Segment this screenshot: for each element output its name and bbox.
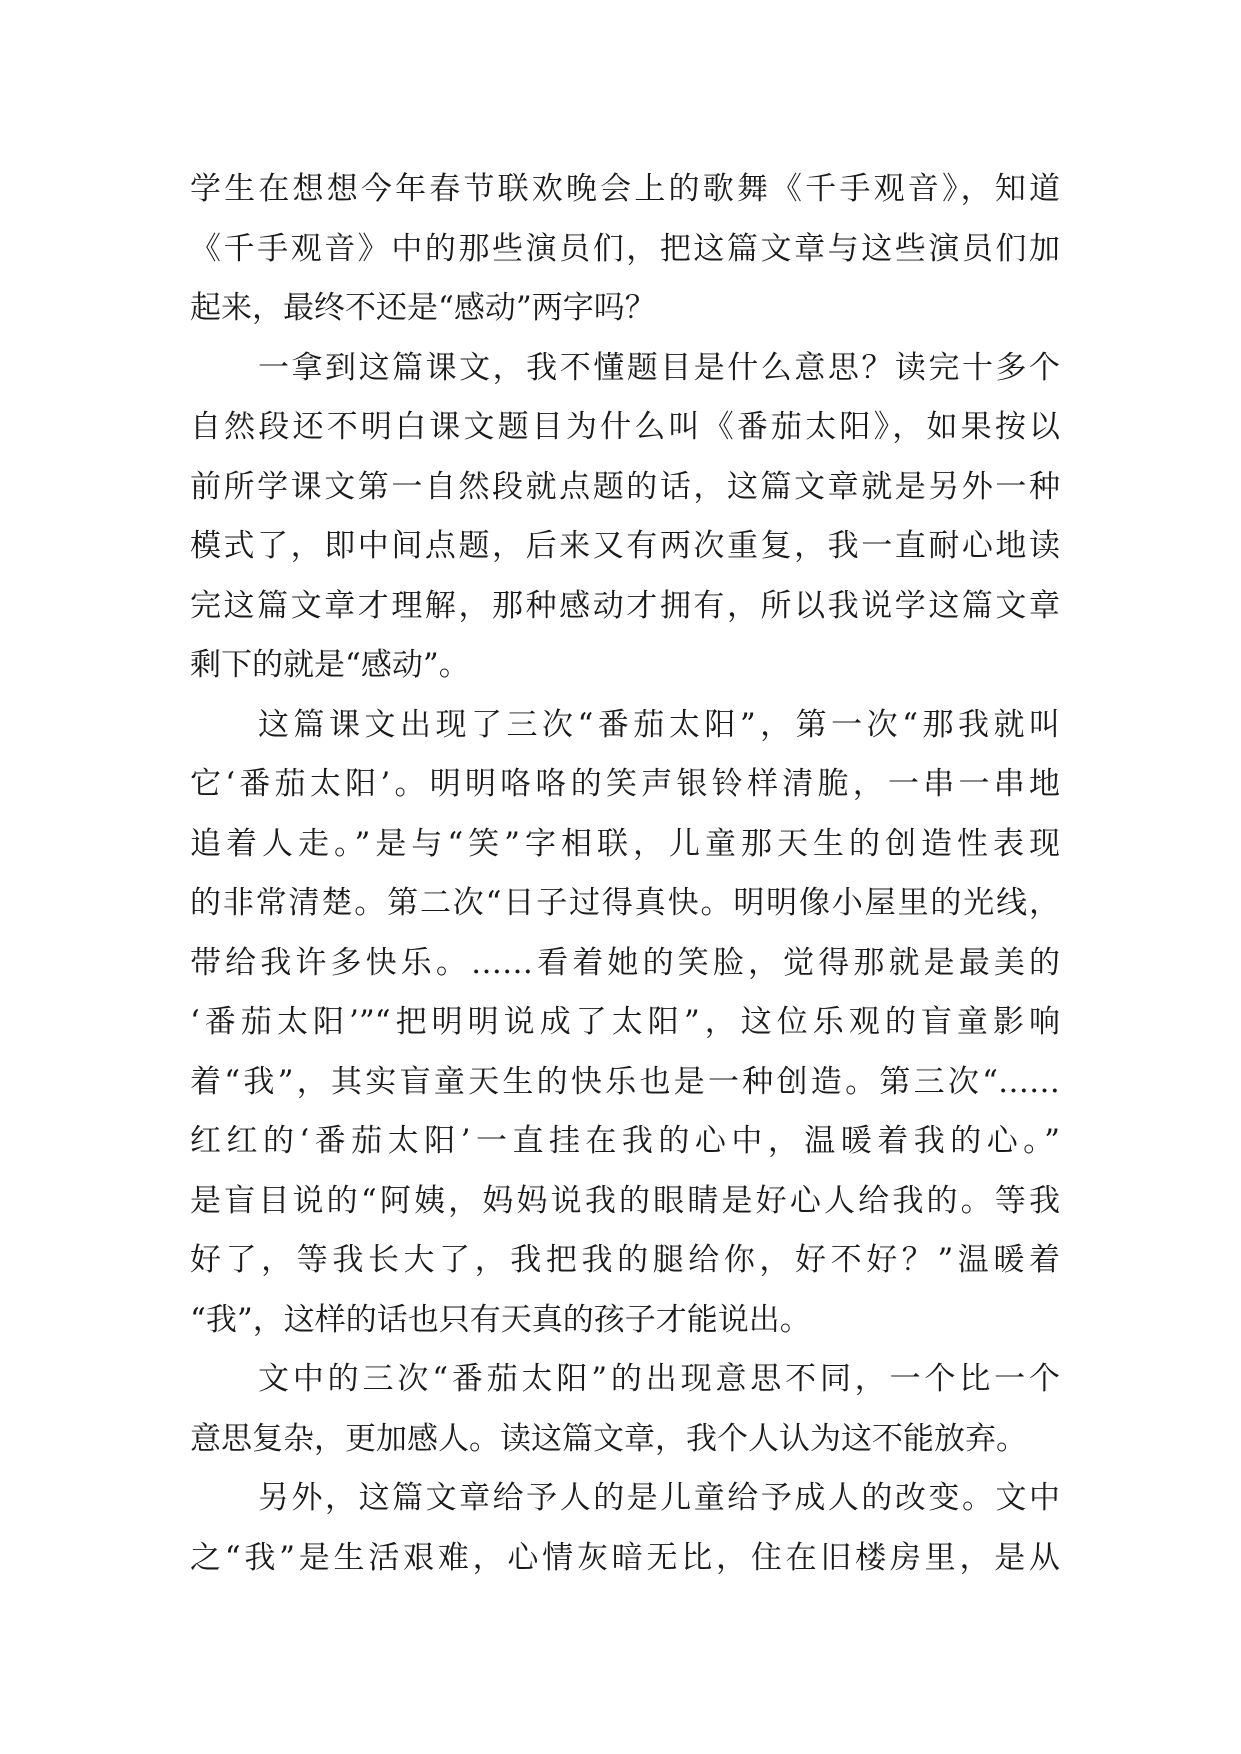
text-line: 它‘番茄太阳’。明明咯咯的笑声银铃样清脆，一串一串地 <box>190 766 1060 802</box>
document-body <box>190 160 1060 1588</box>
text-line: 模式了，即中间点题，后来又有两次重复，我一直耐心地读 <box>190 528 1060 564</box>
text-line: 文中的三次“番茄太阳”的出现意思不同，一个比一个 <box>258 1361 1060 1397</box>
text-line: 之“我”是生活艰难，心情灰暗无比，住在旧楼房里，是从 <box>190 1539 1060 1576</box>
text-line: 起来，最终不还是“感动”两字吗？ <box>190 290 656 326</box>
text-line: 剩下的就是“感动”。 <box>190 647 470 683</box>
text-line: 一拿到这篇课文，我不懂题目是什么意思？读完十多个 <box>258 349 1060 386</box>
text-line: 的非常清楚。第二次“日子过得真快。明明像小屋里的光线， <box>190 885 1060 921</box>
text-line: 完这篇文章才理解，那种感动才拥有，所以我说学这篇文章 <box>190 587 1060 624</box>
text-line: 自然段还不明白课文题目为什么叫《番茄太阳》，如果按以 <box>190 409 1060 445</box>
text-line: 学生在想想今年春节联欢晚会上的歌舞《千手观音》，知道 <box>190 171 1060 207</box>
text-line: “我”，这样的话也只有天真的孩子才能说出。 <box>190 1301 811 1338</box>
text-line: 这篇课文出现了三次“番茄太阳”，第一次“那我就叫 <box>258 706 1060 743</box>
text-line: 另外，这篇文章给予人的是儿童给予成人的改变。文中 <box>258 1480 1060 1516</box>
text-line: 是盲目说的“阿姨，妈妈说我的眼睛是好心人给我的。等我 <box>190 1182 1060 1219</box>
text-line: 追着人走。”是与“笑”字相联，儿童那天生的创造性表现 <box>190 825 1060 862</box>
text-line: 带给我许多快乐。……看着她的笑脸，觉得那就是最美的 <box>190 944 1060 981</box>
text-line: 前所学课文第一自然段就点题的话，这篇文章就是另外一种 <box>190 468 1060 505</box>
text-line: 着“我”，其实盲童天生的快乐也是一种创造。第三次“…… <box>190 1063 1060 1100</box>
text-line: 红红的‘番茄太阳’一直挂在我的心中，温暖着我的心。” <box>190 1123 1060 1159</box>
text-line: 意思复杂，更加感人。读这篇文章，我个人认为这不能放弃。 <box>190 1420 1027 1457</box>
text-line: ‘番茄太阳’”“把明明说成了太阳”，这位乐观的盲童影响 <box>190 1004 1060 1040</box>
text-line: 好了，等我长大了，我把我的腿给你，好不好？”温暖着 <box>190 1242 1060 1278</box>
text-line: 《千手观音》中的那些演员们，把这篇文章与这些演员们加 <box>190 230 1060 267</box>
